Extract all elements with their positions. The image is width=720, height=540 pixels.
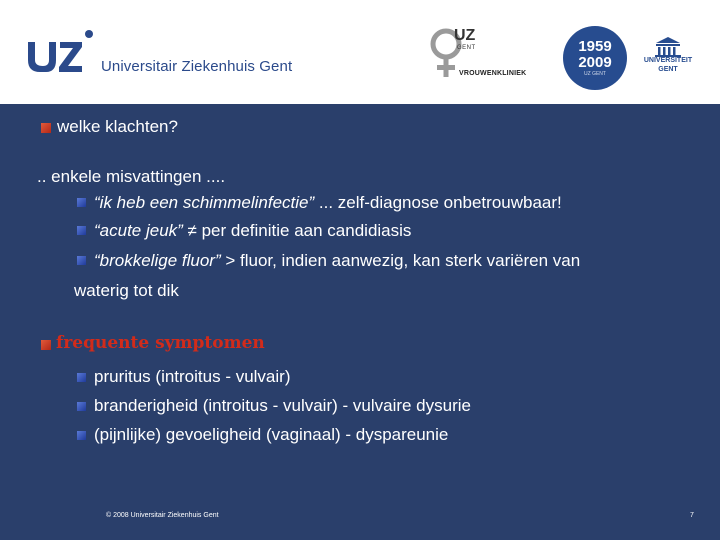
anniversary-year-start: 1959 xyxy=(578,38,612,55)
university-building-icon xyxy=(638,36,698,58)
misconception-text-1: ... zelf-diagnose onbetrouwbaar! xyxy=(314,193,562,212)
anniversary-logo xyxy=(563,26,627,90)
misconception-quote-2: “acute jeuk” xyxy=(94,221,183,240)
sub-bullet-icon xyxy=(77,226,86,235)
misconceptions-intro: .. enkele misvattingen .... xyxy=(37,167,226,186)
vrouwenkliniek-text: VROUWENKLINIEK xyxy=(459,70,527,77)
sub-bullet-icon xyxy=(77,198,86,207)
misconception-item-2 xyxy=(94,221,411,241)
misconception-quote-1: “ik heb een schimmelinfectie” xyxy=(94,193,315,212)
misconception-text-2: ≠ per definitie aan candidiasis xyxy=(182,221,412,240)
misconception-quote-3: “brokkelige fluor” xyxy=(94,251,221,270)
sub-bullet-icon xyxy=(77,256,86,265)
symptom-item: pruritus (introitus - vulvair) xyxy=(94,367,291,386)
university-logo xyxy=(638,36,698,86)
symptoms-heading: frequente symptomen xyxy=(56,333,265,353)
uz-logo-icon xyxy=(26,30,96,76)
hospital-name: Universitair Ziekenhuis Gent xyxy=(101,58,293,75)
header-bar xyxy=(0,0,720,104)
university-name-line1: UNIVERSITEIT xyxy=(643,57,693,64)
sub-bullet-icon xyxy=(77,402,86,411)
question-heading: welke klachten? xyxy=(57,117,178,136)
anniversary-small-text: UZ GENT xyxy=(584,71,606,77)
bullet-icon xyxy=(41,123,51,133)
symptom-item: branderigheid (introitus - vulvair) - vulvaire dysurie xyxy=(94,396,471,415)
anniversary-year-end: 2009 xyxy=(578,54,612,71)
misconception-text-3: > fluor, indien aanwezig, kan sterk variëren van xyxy=(220,251,581,270)
misconception-item-1 xyxy=(94,193,562,213)
misconception-item-3-continued: waterig tot dik xyxy=(74,281,179,300)
vrouw-uz-text: UZ xyxy=(454,27,476,44)
vrouwenkliniek-logo xyxy=(428,24,548,88)
misconception-item-3 xyxy=(94,251,580,271)
sub-bullet-icon xyxy=(77,431,86,440)
sub-bullet-icon xyxy=(77,373,86,382)
symptom-item: (pijnlijke) gevoeligheid (vaginaal) - dyspareunie xyxy=(94,425,449,444)
page-number: 7 xyxy=(690,512,694,519)
footer-copyright: © 2008 Universitair Ziekenhuis Gent xyxy=(106,512,219,519)
bullet-icon xyxy=(41,340,51,350)
vrouw-gent-text: GENT xyxy=(457,45,476,51)
university-name-line2: GENT xyxy=(658,66,678,73)
